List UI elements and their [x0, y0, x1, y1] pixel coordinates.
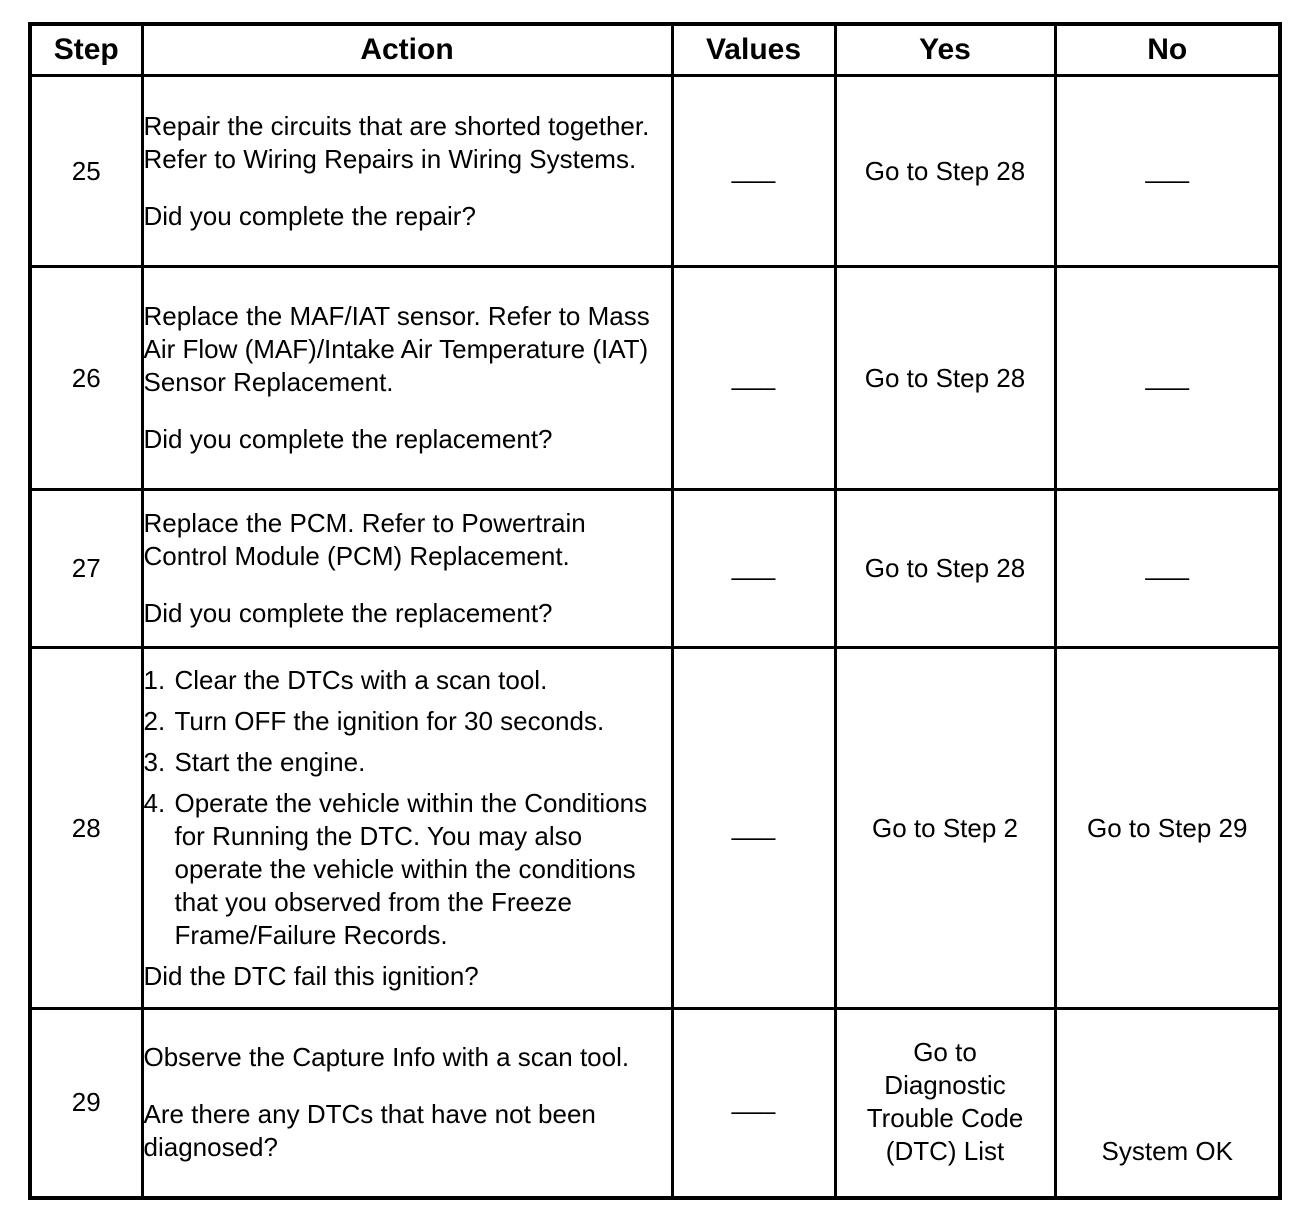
action-list — [144, 664, 671, 952]
list-item — [144, 746, 671, 779]
action-cell — [142, 267, 672, 490]
list-item-number: 4. — [143, 787, 166, 818]
table-row-step-28 — [30, 648, 1280, 1009]
action-question: Did you complete the repair? — [143, 200, 476, 231]
header-step: Step — [30, 24, 142, 76]
no-cell — [1055, 490, 1280, 648]
header-action: Action — [142, 24, 672, 76]
action-text: Repair the circuits that are shorted together. Refer to Wiring Repairs in Wiring Systems. — [143, 110, 650, 174]
no-cell: System OK — [1055, 1009, 1280, 1198]
list-item — [144, 705, 671, 738]
no-cell: Go to Step 29 — [1055, 648, 1280, 1009]
list-item-number: 1. — [143, 664, 166, 695]
step-number: 26 — [30, 267, 142, 490]
header-row — [30, 24, 1280, 76]
step-number: 29 — [30, 1009, 142, 1198]
no-cell — [1055, 267, 1280, 490]
list-item-text: Start the engine. — [174, 746, 366, 777]
values-dash: ___ — [731, 810, 776, 841]
values-dash: ___ — [731, 551, 776, 581]
step-number: 25 — [30, 76, 142, 267]
values-cell — [672, 76, 835, 267]
yes-cell: Go to Step 2 — [835, 648, 1055, 1009]
yes-cell: Go to Step 28 — [835, 490, 1055, 648]
values-cell — [672, 648, 835, 1009]
table-row-step-27 — [30, 490, 1280, 648]
values-dash: ___ — [731, 360, 776, 391]
values-cell — [672, 1009, 835, 1198]
values-cell — [672, 490, 835, 648]
action-question: Did you complete the replacement? — [143, 598, 553, 628]
action-text: Replace the MAF/IAT sensor. Refer to Mass Air Flow (MAF)/Intake Air Temperature (IAT) Sensor Replacement. — [143, 301, 650, 397]
action-cell — [142, 490, 672, 648]
action-cell — [142, 1009, 672, 1198]
table-row-step-26 — [30, 267, 1280, 490]
list-item — [144, 787, 671, 952]
no-dash: ___ — [1145, 551, 1189, 581]
list-item-number: 3. — [143, 746, 166, 777]
values-dash: ___ — [731, 153, 776, 184]
step-number: 27 — [30, 490, 142, 648]
list-item-number: 2. — [143, 705, 166, 736]
diagnostic-table — [28, 22, 1282, 1200]
no-dash: ___ — [1145, 153, 1189, 184]
list-item — [144, 664, 671, 697]
header-values: Values — [672, 24, 835, 76]
action-cell — [142, 76, 672, 267]
table-row-step-29 — [30, 1009, 1280, 1198]
values-dash: ___ — [731, 1085, 776, 1116]
action-question: Did the DTC fail this ignition? — [143, 960, 479, 991]
action-cell — [142, 648, 672, 1009]
list-item-text: Clear the DTCs with a scan tool. — [174, 664, 548, 695]
values-cell — [672, 267, 835, 490]
table-row-step-25 — [30, 76, 1280, 267]
no-dash: ___ — [1145, 360, 1189, 391]
step-number: 28 — [30, 648, 142, 1009]
yes-cell — [835, 1009, 1055, 1198]
yes-cell: Go to Step 28 — [835, 76, 1055, 267]
no-cell — [1055, 76, 1280, 267]
header-no: No — [1055, 24, 1280, 76]
action-question: Did you complete the replacement? — [143, 424, 553, 454]
action-question: Are there any DTCs that have not been diagnosed? — [143, 1099, 596, 1163]
header-yes: Yes — [835, 24, 1055, 76]
action-text: Replace the PCM. Refer to Powertrain Control Module (PCM) Replacement. — [143, 508, 586, 571]
list-item-text: Operate the vehicle within the Conditions for Running the DTC. You may also operate the vehicle within the conditions that you observed from the Freeze Frame/Failure Records. — [174, 787, 648, 950]
list-item-text: Turn OFF the ignition for 30 seconds. — [174, 705, 605, 736]
yes-cell: Go to Step 28 — [835, 267, 1055, 490]
yes-link-text: Go to Diagnostic Trouble Code (DTC) List — [866, 1036, 1024, 1166]
action-text: Observe the Capture Info with a scan tool. — [143, 1042, 630, 1073]
